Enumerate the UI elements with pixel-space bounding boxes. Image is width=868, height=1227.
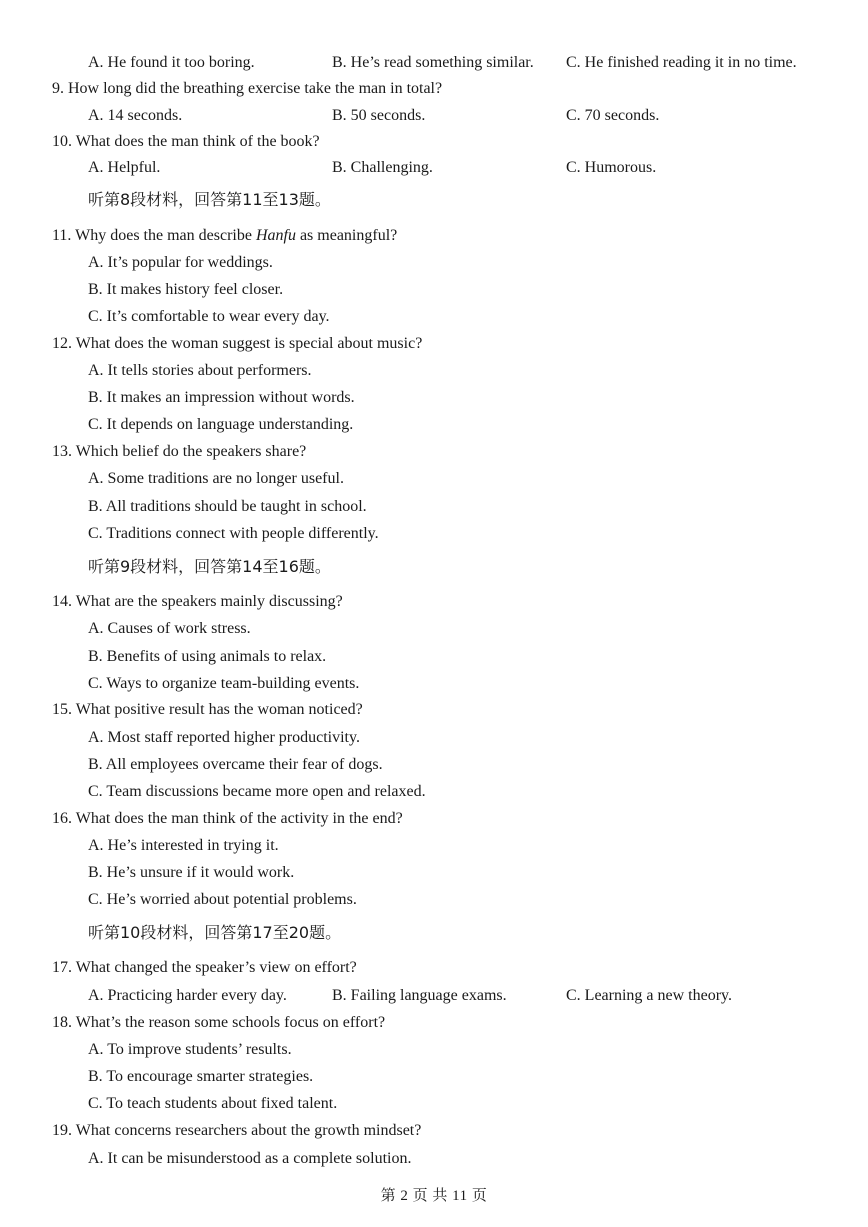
- q17-option-a: A. Practicing harder every day.: [88, 987, 287, 1004]
- q8-option-a: A. He found it too boring.: [88, 54, 255, 71]
- q18-option-b-row: [0, 1066, 868, 1088]
- q11-option-b: B. It makes history feel closer.: [88, 281, 284, 298]
- q13-option-c: C. Traditions connect with people differently.: [88, 525, 379, 542]
- q13-stem: 13. Which belief do the speakers share?: [52, 443, 307, 460]
- q15-option-a: A. Most staff reported higher productivity.: [88, 729, 360, 746]
- q12-option-a: A. It tells stories about performers.: [88, 362, 312, 379]
- section-10-heading: 听第10段材料，回答第17至20题。: [88, 923, 342, 942]
- q12-option-c-row: [0, 414, 868, 436]
- q13-option-a: A. Some traditions are no longer useful.: [88, 470, 344, 487]
- q16-stem-row: [0, 808, 868, 830]
- q11-option-c-row: [0, 306, 868, 328]
- q16-option-a: A. He’s interested in trying it.: [88, 837, 279, 854]
- q12-option-b: B. It makes an impression without words.: [88, 389, 355, 406]
- q16-option-c-row: [0, 889, 868, 911]
- q12-stem: 12. What does the woman suggest is special about music?: [52, 335, 423, 352]
- q17-stem-row: [0, 957, 868, 979]
- q10-options-row: [0, 157, 868, 179]
- q10-stem: 10. What does the man think of the book?: [52, 133, 320, 150]
- section-10-heading-row: [0, 922, 868, 944]
- q10-option-c: C. Humorous.: [566, 159, 657, 176]
- q16-stem: 16. What does the man think of the activity in the end?: [52, 810, 403, 827]
- section-9-heading: 听第9段材料，回答第14至16题。: [88, 557, 331, 576]
- q13-option-b-row: [0, 496, 868, 518]
- q11-stem-hanfu: Hanfu: [255, 227, 296, 244]
- q17-option-c: C. Learning a new theory.: [566, 987, 733, 1004]
- q16-option-c: C. He’s worried about potential problems.: [88, 891, 357, 908]
- q18-option-a: A. To improve students’ results.: [88, 1041, 292, 1058]
- q11-stem: [52, 225, 397, 247]
- q15-option-c: C. Team discussions became more open and relaxed.: [88, 783, 426, 800]
- q17-stem: 17. What changed the speaker’s view on effort?: [52, 959, 357, 976]
- q8-options-row: [0, 52, 868, 74]
- q17-options-row: [0, 985, 868, 1007]
- q16-option-a-row: [0, 835, 868, 857]
- q17-option-b: B. Failing language exams.: [332, 987, 507, 1004]
- q18-option-b: B. To encourage smarter strategies.: [88, 1068, 314, 1085]
- q11-stem-post: as meaningful?: [295, 227, 398, 244]
- q12-option-c: C. It depends on language understanding.: [88, 416, 354, 433]
- q8-option-b: B. He’s read something similar.: [332, 54, 534, 71]
- q14-option-a: A. Causes of work stress.: [88, 620, 251, 637]
- q15-option-b-row: [0, 754, 868, 776]
- page-footer: 第 2 页 共 11 页: [380, 1188, 488, 1204]
- q14-stem-row: [0, 591, 868, 613]
- q14-option-c: C. Ways to organize team-building events.: [88, 675, 360, 692]
- q14-option-c-row: [0, 673, 868, 695]
- q16-option-b: B. He’s unsure if it would work.: [88, 864, 295, 881]
- q9-option-c: C. 70 seconds.: [566, 107, 660, 124]
- q14-option-b-row: [0, 646, 868, 668]
- q15-option-a-row: [0, 727, 868, 749]
- section-8-heading: 听第8段材料，回答第11至13题。: [88, 190, 331, 209]
- q13-stem-row: [0, 441, 868, 463]
- q11-option-c: C. It’s comfortable to wear every day.: [88, 308, 330, 325]
- q11-stem-row: [0, 225, 868, 247]
- section-8-heading-row: [0, 189, 868, 211]
- q9-option-a: A. 14 seconds.: [88, 107, 183, 124]
- q13-option-b: B. All traditions should be taught in school.: [88, 498, 367, 515]
- q15-option-c-row: [0, 781, 868, 803]
- q8-option-c: C. He finished reading it in no time.: [566, 54, 797, 71]
- q14-stem: 14. What are the speakers mainly discussing?: [52, 593, 343, 610]
- q11-option-b-row: [0, 279, 868, 301]
- q13-option-a-row: [0, 468, 868, 490]
- q10-stem-row: [0, 131, 868, 153]
- q9-stem-row: [0, 78, 868, 100]
- q12-option-a-row: [0, 360, 868, 382]
- q13-option-c-row: [0, 523, 868, 545]
- q19-option-a: A. It can be misunderstood as a complete solution.: [88, 1150, 412, 1167]
- q9-options-row: [0, 105, 868, 127]
- q18-option-a-row: [0, 1039, 868, 1061]
- q19-option-a-row: [0, 1148, 868, 1170]
- q18-option-c-row: [0, 1093, 868, 1115]
- q9-stem: 9. How long did the breathing exercise take the man in total?: [52, 80, 443, 97]
- q18-stem-row: [0, 1012, 868, 1034]
- q18-option-c: C. To teach students about fixed talent.: [88, 1095, 338, 1112]
- section-9-heading-row: [0, 556, 868, 578]
- q14-option-a-row: [0, 618, 868, 640]
- q14-option-b: B. Benefits of using animals to relax.: [88, 648, 327, 665]
- q9-option-b: B. 50 seconds.: [332, 107, 426, 124]
- q15-option-b: B. All employees overcame their fear of dogs.: [88, 756, 383, 773]
- q11-stem-pre: 11. Why does the man describe: [52, 227, 256, 244]
- q12-option-b-row: [0, 387, 868, 409]
- q15-stem-row: [0, 699, 868, 721]
- q16-option-b-row: [0, 862, 868, 884]
- q11-option-a-row: [0, 252, 868, 274]
- q12-stem-row: [0, 333, 868, 355]
- q19-stem-row: [0, 1120, 868, 1142]
- q15-stem: 15. What positive result has the woman noticed?: [52, 701, 363, 718]
- q10-option-b: B. Challenging.: [332, 159, 433, 176]
- q19-stem: 19. What concerns researchers about the growth mindset?: [52, 1122, 422, 1139]
- q10-option-a: A. Helpful.: [88, 159, 161, 176]
- q11-option-a: A. It’s popular for weddings.: [88, 254, 273, 271]
- q18-stem: 18. What’s the reason some schools focus on effort?: [52, 1014, 386, 1031]
